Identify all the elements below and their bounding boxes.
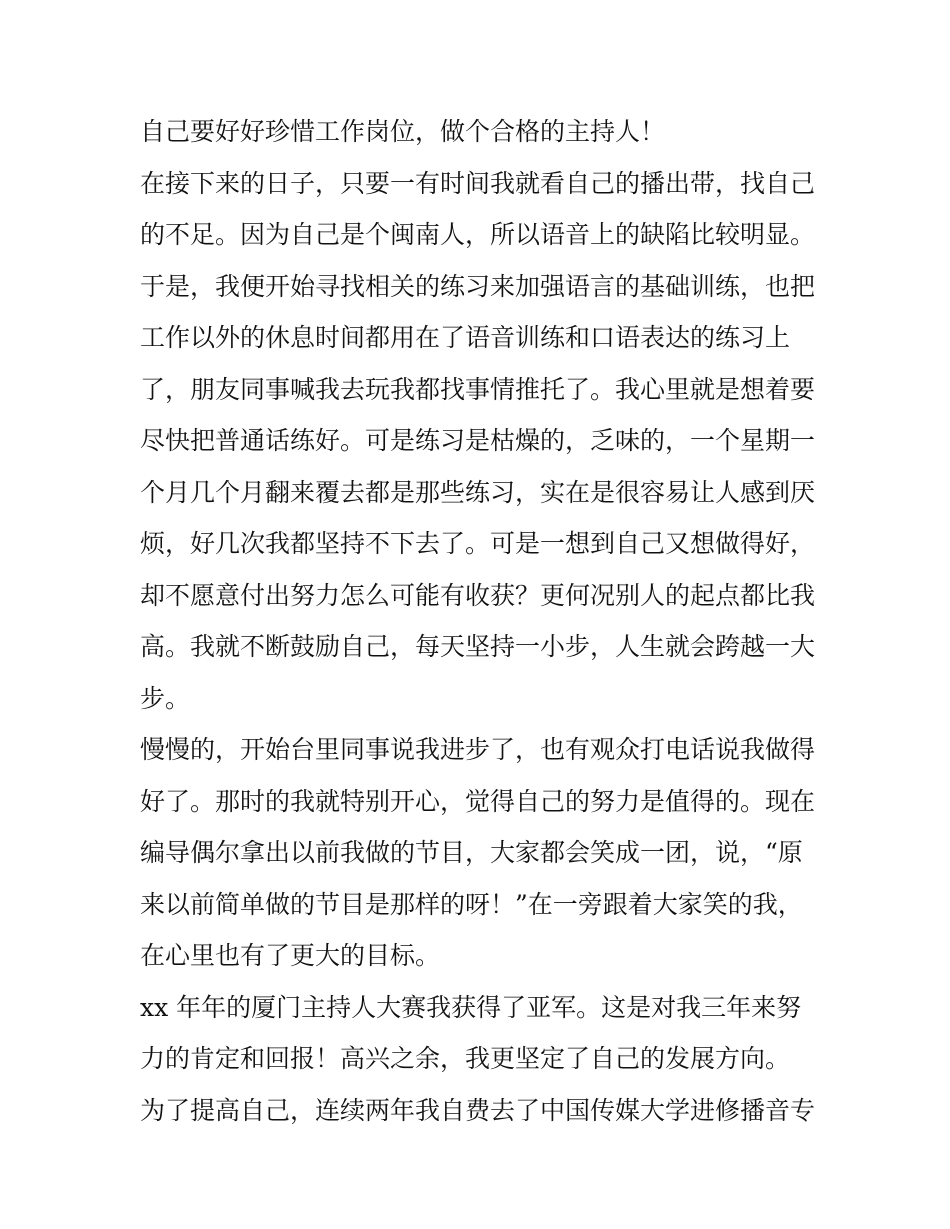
- text-line: 步。: [140, 683, 191, 713]
- text-line: 个月几个月翻来覆去都是那些练习，实在是很容易让人感到厌: [140, 477, 816, 507]
- text-line: 于是，我便开始寻找相关的练习来加强语言的基础训练，也把: [140, 271, 816, 301]
- text-line: 烦，好几次我都坚持不下去了。可是一想到自己又想做得好，: [140, 529, 816, 558]
- text-line: 工作以外的休息时间都用在了语音训练和口语表达的练习上: [140, 323, 791, 352]
- text-line: 为了提高自己，连续两年我自费去了中国传媒大学进修播音专: [140, 1095, 816, 1125]
- text-line: 却不愿意付出努力怎么可能有收获？更何况别人的起点都比我: [140, 580, 816, 610]
- text-line: 了，朋友同事喊我去玩我都找事情推托了。我心里就是想着要: [140, 374, 816, 404]
- text-line: 慢慢的，开始台里同事说我进步了，也有观众打电话说我做得: [140, 735, 816, 764]
- text-line: xx 年年的厦门主持人大赛我获得了亚军。这是对我三年来努: [140, 992, 802, 1022]
- text-line: 尽快把普通话练好。可是练习是枯燥的，乏味的，一个星期一: [140, 426, 816, 455]
- text-line: 的不足。因为自己是个闽南人，所以语音上的缺陷比较明显。: [140, 220, 816, 249]
- text-line: 来以前简单做的节目是那样的呀！”在一旁跟着大家笑的我，: [140, 889, 803, 919]
- text-line: 好了。那时的我就特别开心，觉得自己的努力是值得的。现在: [140, 786, 816, 816]
- text-line: 自己要好好珍惜工作岗位，做个合格的主持人！: [140, 117, 666, 146]
- text-line: 在心里也有了更大的目标。: [140, 941, 441, 970]
- text-line: 力的肯定和回报！高兴之余，我更坚定了自己的发展方向。: [140, 1044, 791, 1073]
- text-line: 在接下来的日子，只要一有时间我就看自己的播出带，找自己: [140, 168, 816, 198]
- text-line: 高。我就不断鼓励自己，每天坚持一小步，人生就会跨越一大: [140, 632, 816, 661]
- text-line: 编导偶尔拿出以前我做的节目，大家都会笑成一团，说，“原: [140, 838, 803, 867]
- body-text: [140, 106, 820, 1136]
